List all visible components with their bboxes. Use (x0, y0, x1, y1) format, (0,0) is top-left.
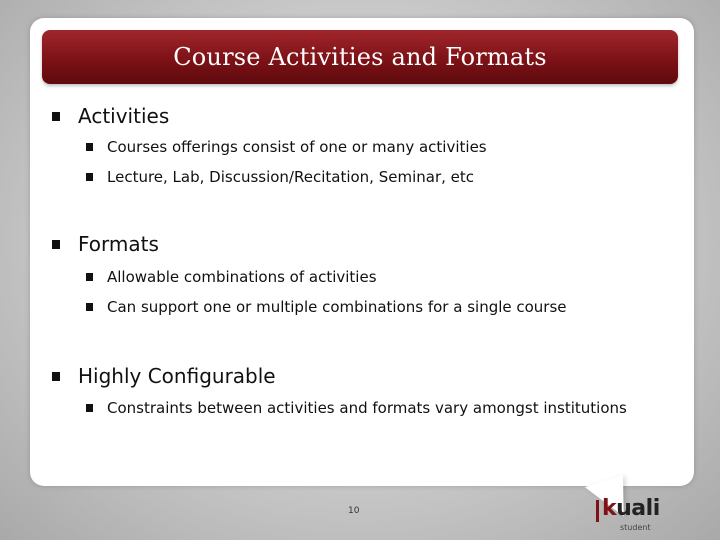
sub-bullet-text: Courses offerings consist of one or many activities (107, 138, 487, 156)
bullet-square-icon (86, 303, 93, 311)
sub-bullet (86, 138, 487, 156)
sub-bullet-text: Lecture, Lab, Discussion/Recitation, Seminar, etc (107, 168, 475, 186)
sub-bullet (86, 399, 627, 417)
bullet-formats (52, 232, 159, 256)
title-bar (42, 30, 678, 84)
logo-bar (596, 500, 599, 522)
bullet-square-icon (52, 112, 60, 121)
logo-uali: uali (616, 496, 660, 521)
page-number: 10 (348, 506, 360, 516)
kuali-logo (596, 496, 692, 536)
sub-bullet (86, 298, 567, 316)
bullet-square-icon (86, 404, 93, 412)
bullet-square-icon (86, 273, 93, 281)
bullet-activities (52, 104, 169, 128)
bullet-square-icon (86, 143, 93, 151)
sub-bullet-text: Allowable combinations of activities (107, 268, 377, 286)
logo-k: k (602, 496, 617, 521)
logo-wordmark (602, 496, 660, 521)
bullet-square-icon (52, 372, 60, 381)
bullet-square-icon (52, 240, 60, 249)
sub-bullet-text: Can support one or multiple combinations for a single course (107, 298, 567, 316)
sub-bullet (86, 168, 474, 186)
sub-bullet (86, 268, 377, 286)
logo-subtitle: student (620, 523, 651, 532)
sub-bullet-text: Constraints between activities and formats vary amongst institutions (107, 399, 627, 417)
bullet-square-icon (86, 173, 93, 181)
bullet-text: Highly Configurable (78, 364, 276, 388)
bullet-text: Formats (78, 232, 159, 256)
bullet-highly-configurable (52, 364, 276, 388)
bullet-text: Activities (78, 104, 170, 128)
slide-title: Course Activities and Formats (173, 43, 547, 71)
